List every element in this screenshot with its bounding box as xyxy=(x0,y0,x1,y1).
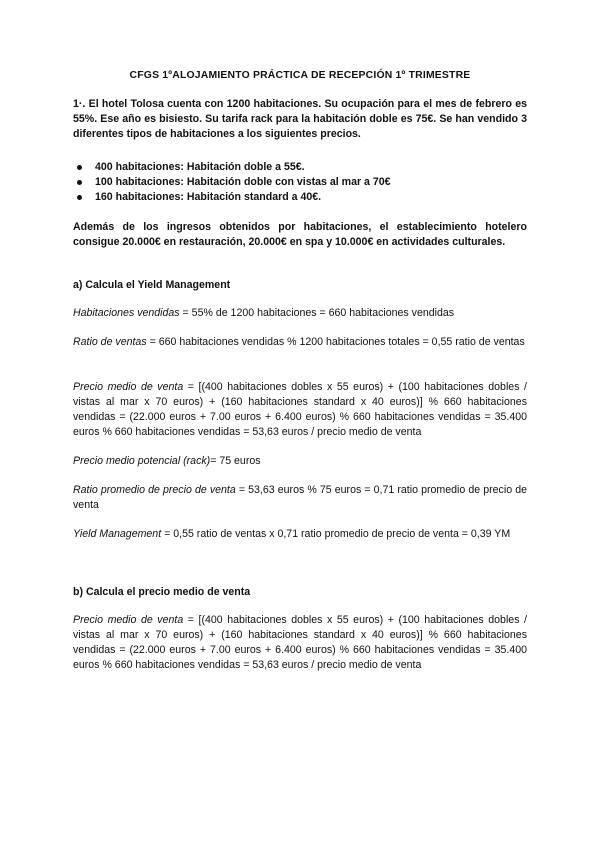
list-item: 400 habitaciones: Habitación doble a 55€. xyxy=(73,160,527,175)
calc-text: = 660 habitaciones vendidas % 1200 habitaciones totales = 0,55 ratio de ventas xyxy=(146,336,525,348)
calc-label: Habitaciones vendidas xyxy=(73,307,180,319)
list-item: 100 habitaciones: Habitación doble con vistas al mar a 70€ xyxy=(73,175,527,190)
calc-label: Yield Management xyxy=(73,528,162,540)
list-item: 160 habitaciones: Habitación standard a 40€. xyxy=(73,190,527,205)
calc-label: Precio medio potencial (rack) xyxy=(73,455,211,467)
calc-habitaciones-vendidas xyxy=(73,306,527,321)
calc-text: = 0,55 ratio de ventas x 0,71 ratio promedio de precio de venta = 0,39 YM xyxy=(161,528,511,540)
bullet-icon xyxy=(77,165,82,170)
calc-ratio-promedio xyxy=(73,483,527,513)
calc-label: Precio medio de venta xyxy=(73,614,184,626)
calc-yield-management xyxy=(73,527,527,542)
calc-text: = 55% de 1200 habitaciones = 660 habitaciones vendidas xyxy=(179,307,455,319)
room-types-list xyxy=(73,160,527,205)
calc-label: Precio medio de venta xyxy=(73,381,184,393)
page-title: CFGS 1ºALOJAMIENTO PRÁCTICA DE RECEPCIÓN 1º TRIMESTRE xyxy=(129,70,471,81)
bullet-icon xyxy=(77,195,82,200)
calc-text: = [(400 habitaciones dobles x 55 euros) + (100 habitaciones dobles / vistas al mar x 70 euros) + (160 habitaciones standard x 40 euros)] % 660 habitaciones vendidas = (22.000 euros + 7.00 euros + 6.400 euros) % 660 habitaciones vendidas = 35.400 euros % 660 habitaciones vendidas = 53,63 euros / precio medio de venta xyxy=(73,381,527,438)
section-a-heading: a) Calcula el Yield Management xyxy=(73,279,231,291)
calc-text: = 75 euros xyxy=(210,455,261,467)
calc-label: Ratio promedio de precio de venta xyxy=(73,484,236,496)
problem-intro: 1·. El hotel Tolosa cuenta con 1200 habitaciones. Su ocupación para el mes de febrero es 55%. Ese año es bisiesto. Su tarifa rack para la habitación doble es 75€. Se han vendido 3 diferentes tipos de habitaciones a los siguientes precios. xyxy=(73,98,527,140)
calc-text: = [(400 habitaciones dobles x 55 euros) + (100 habitaciones dobles / vistas al mar x 70 euros) + (160 habitaciones standard x 40 euros)] % 660 habitaciones vendidas = (22.000 euros + 7.00 euros + 6.400 euros) % 660 habitaciones vendidas = 35.400 euros % 660 habitaciones vendidas = 53,63 euros / precio medio de venta xyxy=(73,614,527,671)
calc-precio-medio-potencial xyxy=(73,454,527,469)
extra-income-paragraph: Además de los ingresos obtenidos por habitaciones, el establecimiento hotelero consigue 20.000€ en restauración, 20.000€ en spa y 10.000€ en actividades culturales. xyxy=(73,221,527,248)
calc-label: Ratio de ventas xyxy=(73,336,147,348)
calc-precio-medio-venta-b xyxy=(73,613,527,673)
calc-text: = 53,63 euros % 75 euros = 0,71 ratio promedio de precio de venta xyxy=(73,484,527,511)
bullet-icon xyxy=(77,180,82,185)
calc-precio-medio-venta xyxy=(73,380,527,440)
section-b-heading: b) Calcula el precio medio de venta xyxy=(73,586,251,598)
calc-ratio-ventas xyxy=(73,335,527,350)
